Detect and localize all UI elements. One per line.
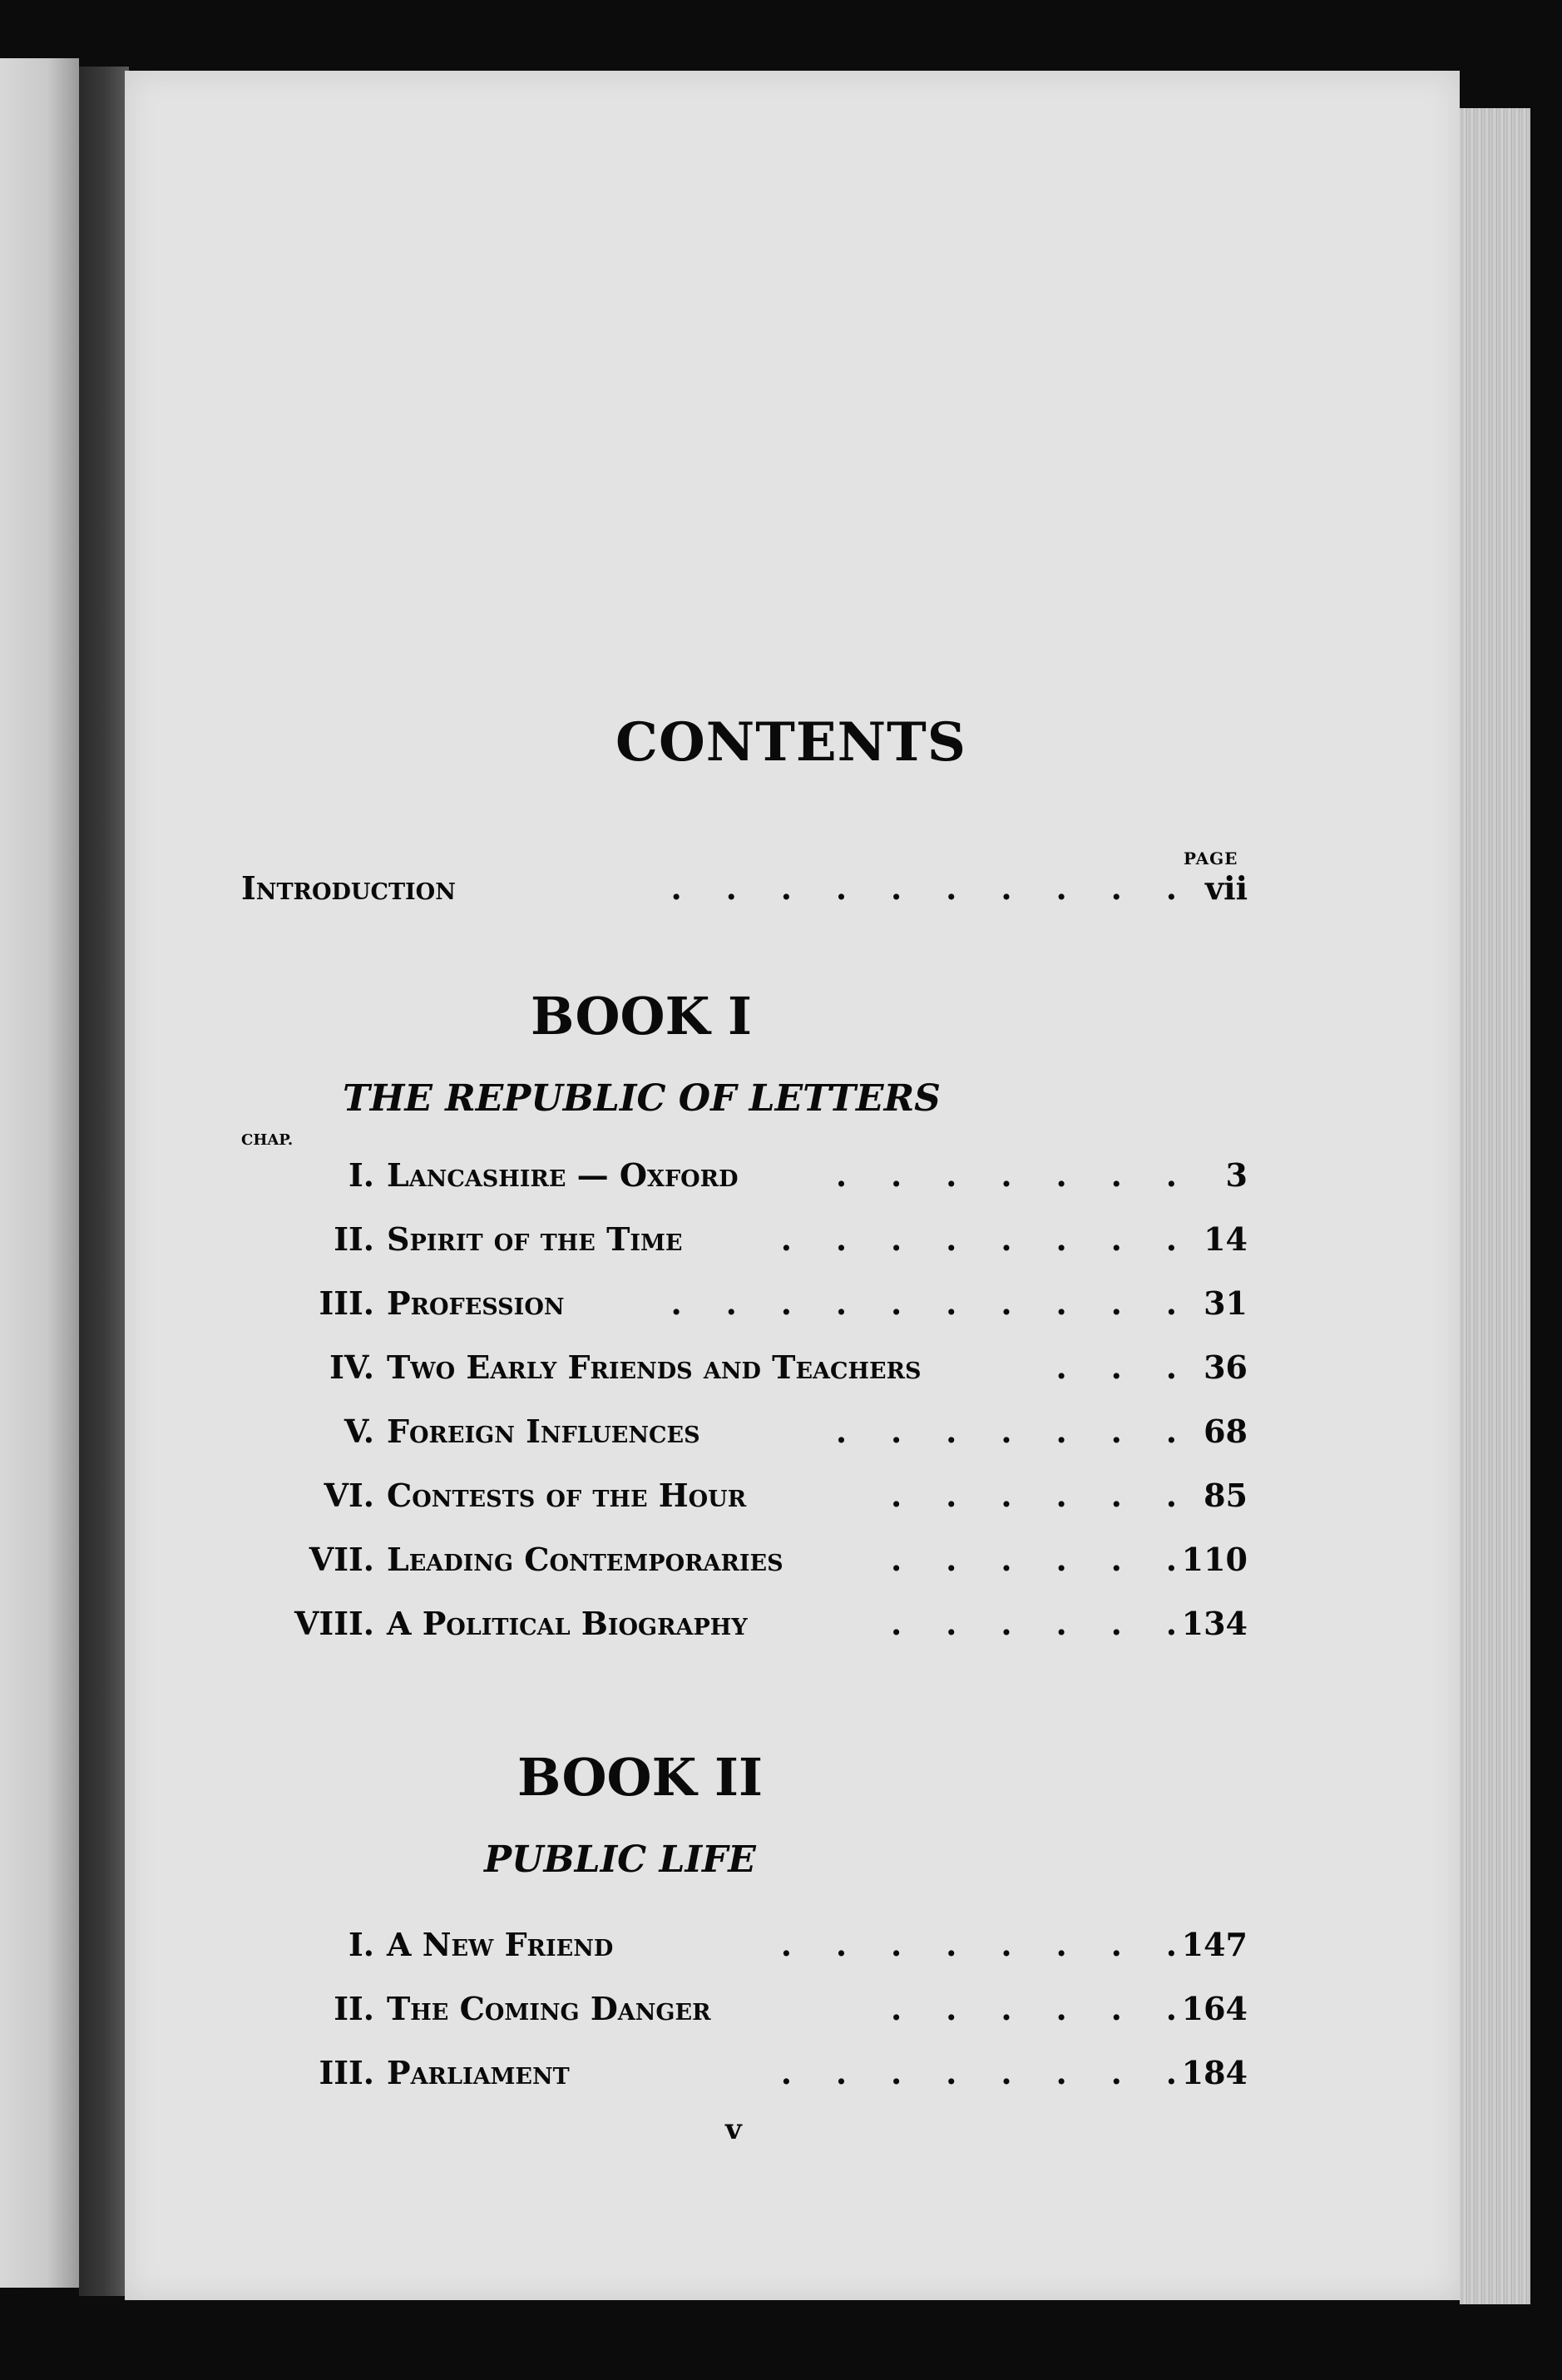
- toc-entry-title: A New Friend: [387, 1926, 614, 1963]
- toc-entry-page: 14: [1204, 1220, 1248, 1258]
- chapter-number: V.: [344, 1413, 374, 1450]
- toc-entry-page: 184: [1181, 2054, 1248, 2091]
- toc-entry-title: Spirit of the Time: [387, 1220, 683, 1258]
- book-1-title: BOOK I: [531, 986, 753, 1047]
- toc-entry-page: 31: [1204, 1284, 1248, 1322]
- leader-dots: . . . . . . . .: [780, 1220, 1177, 1258]
- toc-entry-title: Leading Contemporaries: [387, 1541, 783, 1578]
- chapter-number: IV.: [329, 1348, 374, 1386]
- toc-entry-page: 85: [1204, 1477, 1248, 1514]
- leader-dots: . . .: [1055, 1348, 1177, 1386]
- toc-entry-title: Lancashire — Oxford: [387, 1156, 739, 1194]
- leader-dots: . . . . . .: [891, 1605, 1177, 1642]
- toc-entry-page: 164: [1181, 1990, 1248, 2027]
- page-column-label: PAGE: [1184, 849, 1238, 868]
- page-title: CONTENTS: [615, 711, 966, 774]
- toc-entry-book1-ch6[interactable]: [241, 1477, 1248, 1523]
- leader-dots: . . . . . .: [891, 1541, 1177, 1578]
- chapter-column-label: CHAP.: [241, 1131, 294, 1149]
- toc-entry-page: 3: [1225, 1156, 1248, 1194]
- chapter-number: I.: [348, 1156, 374, 1194]
- toc-entry-title: Contests of the Hour: [387, 1477, 747, 1514]
- leader-dots: . . . . . . . . . .: [670, 869, 1177, 907]
- book-1-subtitle: THE REPUBLIC OF LETTERS: [343, 1077, 941, 1120]
- leader-dots: . . . . . . . . . .: [670, 1284, 1177, 1322]
- toc-entry-title: Two Early Friends and Teachers: [387, 1348, 922, 1386]
- toc-entry-title: Parliament: [387, 2054, 570, 2091]
- toc-entry-title: Foreign Influences: [387, 1413, 700, 1450]
- page-stack-edge: [1460, 108, 1530, 2304]
- contents-page: [125, 71, 1460, 2300]
- chapter-number: VII.: [309, 1541, 374, 1578]
- chapter-number: III.: [319, 1284, 374, 1322]
- leader-dots: . . . . . . . .: [780, 2054, 1177, 2091]
- leader-dots: . . . . . .: [891, 1477, 1177, 1514]
- toc-entry-book1-ch8[interactable]: [241, 1605, 1248, 1651]
- leader-dots: . . . . . . .: [835, 1156, 1177, 1194]
- book-2-subtitle: PUBLIC LIFE: [484, 1838, 756, 1881]
- toc-entry-title: Profession: [387, 1284, 565, 1322]
- leader-dots: . . . . . . . .: [780, 1926, 1177, 1963]
- leader-dots: . . . . . .: [891, 1990, 1177, 2027]
- toc-entry-book1-ch7[interactable]: [241, 1541, 1248, 1587]
- toc-entry-title: A Political Biography: [387, 1605, 748, 1642]
- toc-entry-page: 134: [1181, 1605, 1248, 1642]
- toc-entry-book2-ch1[interactable]: [241, 1926, 1248, 1972]
- toc-entry-book2-ch3[interactable]: [241, 2054, 1248, 2100]
- toc-entry-page: 36: [1204, 1348, 1248, 1386]
- toc-entry-book1-ch2[interactable]: [241, 1220, 1248, 1267]
- chapter-number: III.: [319, 2054, 374, 2091]
- chapter-number: I.: [348, 1926, 374, 1963]
- toc-entry-title: The Coming Danger: [387, 1990, 711, 2027]
- toc-entry-title: Introduction: [241, 869, 456, 907]
- toc-entry-book2-ch2[interactable]: [241, 1990, 1248, 2036]
- chapter-number: II.: [334, 1990, 374, 2027]
- chapter-number: VIII.: [294, 1605, 374, 1642]
- toc-entry-book1-ch5[interactable]: [241, 1413, 1248, 1459]
- toc-entry-page: 110: [1181, 1541, 1248, 1578]
- page-folio: v: [725, 2113, 742, 2146]
- facing-page-edge: [0, 58, 79, 2288]
- leader-dots: . . . . . . .: [835, 1413, 1177, 1450]
- toc-entry-page: vii: [1205, 869, 1248, 907]
- book-gutter: [79, 67, 129, 2296]
- toc-entry-page: 68: [1204, 1413, 1248, 1450]
- toc-entry-introduction[interactable]: [241, 869, 1248, 916]
- toc-entry-book1-ch3[interactable]: [241, 1284, 1248, 1331]
- book-2-title: BOOK II: [517, 1747, 764, 1808]
- toc-entry-book1-ch4[interactable]: [241, 1348, 1248, 1395]
- toc-entry-page: 147: [1181, 1926, 1248, 1963]
- chapter-number: VI.: [324, 1477, 374, 1514]
- toc-entry-book1-ch1[interactable]: [241, 1156, 1248, 1203]
- chapter-number: II.: [334, 1220, 374, 1258]
